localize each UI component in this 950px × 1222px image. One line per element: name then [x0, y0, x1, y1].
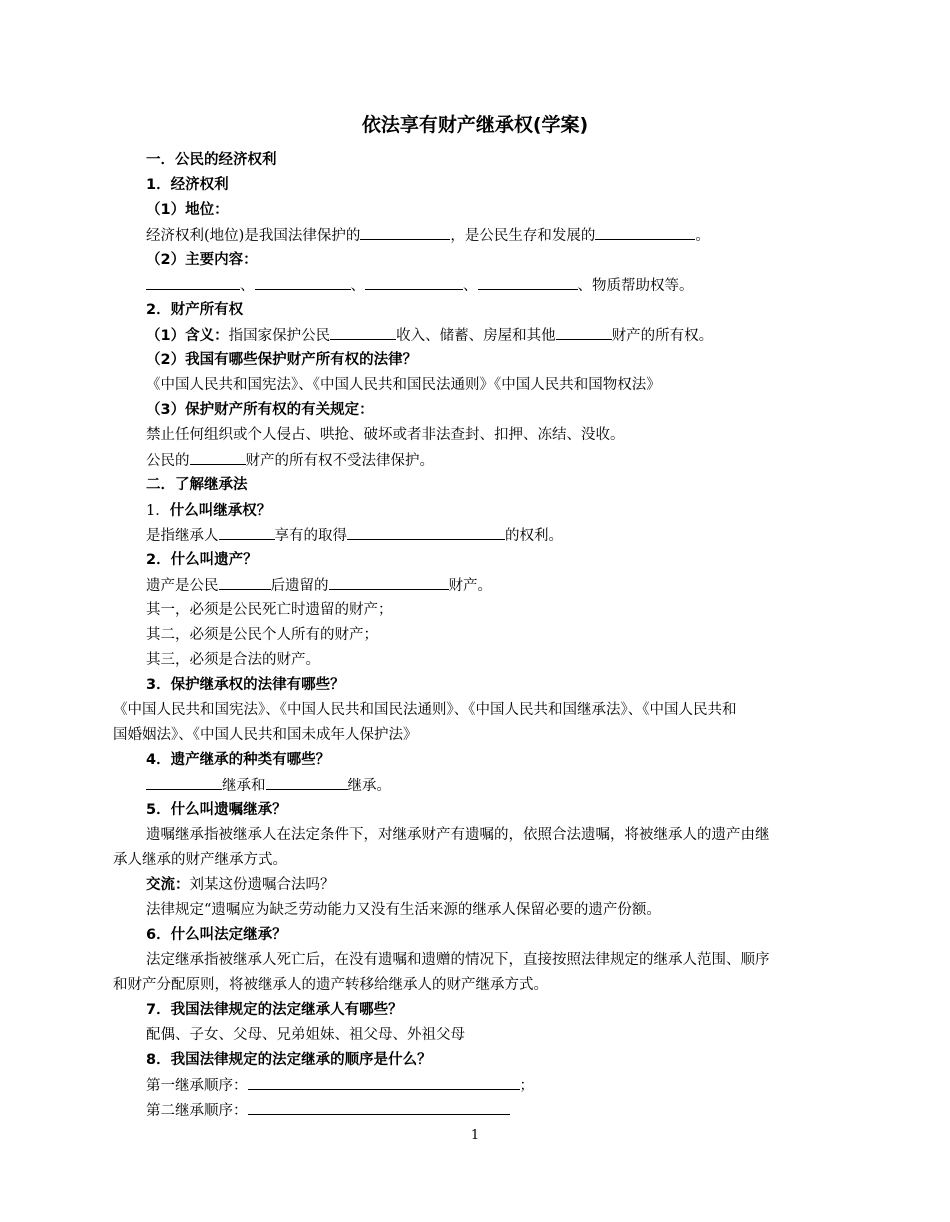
question-laws: （2）我国有哪些保护财产所有权的法律？ — [146, 352, 418, 368]
estate-condition-1: 其一，必须是公民死亡时遗留的财产； — [146, 602, 393, 618]
fill-blank[interactable] — [190, 448, 246, 465]
page-title: 依法享有财产继承权(学案) — [361, 114, 589, 136]
fill-blank[interactable] — [478, 273, 578, 290]
order-1-line: 第一继承顺序： ； — [146, 1073, 534, 1097]
estate-condition-3: 其三，必须是合法的财产。 — [146, 652, 320, 668]
fill-blank[interactable] — [347, 523, 505, 540]
order-2-line: 第二继承顺序： — [146, 1098, 510, 1122]
question-inheritance-right: 1．什么叫继承权？ — [146, 503, 272, 519]
question-regulations: （3）保护财产所有权的有关规定： — [146, 402, 374, 418]
label-main-contents: （2）主要内容： — [146, 252, 258, 268]
fill-blank[interactable] — [248, 1073, 520, 1090]
fill-blank[interactable] — [556, 323, 612, 340]
fill-blank[interactable] — [266, 773, 348, 790]
fill-blank[interactable] — [330, 323, 396, 340]
estate-condition-2: 其二，必须是公民个人所有的财产； — [146, 627, 378, 643]
fill-blank[interactable] — [219, 523, 275, 540]
contents-line: 、 、 、 、物质帮助权等。 — [146, 273, 694, 297]
regulation-text: 禁止任何组织或个人侵占、哄抢、破坏或者非法查封、扣押、冻结、没收。 — [146, 427, 625, 443]
page-number: 1 — [470, 1128, 480, 1143]
fill-blank[interactable] — [329, 573, 449, 590]
fill-blank[interactable] — [146, 273, 240, 290]
meaning-line: （1）含义：指国家保护公民 收入、储蓄、房屋和其他 财产的所有权。 — [146, 323, 713, 347]
regulation-line-2: 公民的 财产的所有权不受法律保护。 — [146, 448, 434, 472]
fill-blank[interactable] — [146, 773, 222, 790]
question-inheritance-order: 8．我国法律规定的法定继承的顺序是什么？ — [146, 1052, 432, 1068]
kinds-line: 继承和 继承。 — [146, 773, 391, 797]
fill-blank[interactable] — [255, 273, 351, 290]
question-estate: 2．什么叫遗产？ — [146, 552, 258, 568]
definition-line: 是指继承人 享有的取得 的权利。 — [146, 523, 563, 547]
section-1-heading: 一．公民的经济权利 — [146, 152, 277, 168]
testamentary-text-line-1: 遗嘱继承指被继承人在法定条件下，对继承财产有遗嘱的，依照合法遗嘱，将被继承人的遗产由继 — [146, 827, 770, 843]
estate-line: 遗产是公民 后遗留的 财产。 — [146, 573, 492, 597]
laws-list-line-2: 国婚姻法》、《中国人民共和国未成年人保护法》 — [113, 727, 418, 743]
status-line: 经济权利(地位)是我国法律保护的 ，是公民生存和发展的 。 — [146, 223, 710, 247]
question-legal-heirs: 7．我国法律规定的法定继承人有哪些？ — [146, 1002, 403, 1018]
question-legal-inheritance: 6．什么叫法定继承？ — [146, 927, 287, 943]
laws-list: 《中国人民共和国宪法》、《中国人民共和国民法通则》《中国人民共和国物权法》 — [146, 377, 661, 393]
legal-rule: 法律规定“遗嘱应为缺乏劳动能力又没有生活来源的继承人保留必要的遗产份额。 — [146, 902, 661, 918]
discussion-line: 交流：刘某这份遗嘱合法吗？ — [146, 877, 335, 893]
section-2-heading: 二．了解继承法 — [146, 477, 248, 493]
question-inheritance-kinds: 4．遗产继承的种类有哪些？ — [146, 752, 331, 768]
subheading-economic-rights: 1．经济权利 — [146, 177, 229, 193]
question-testamentary: 5．什么叫遗嘱继承？ — [146, 802, 287, 818]
legal-inheritance-line-1: 法定继承指被继承人死亡后，在没有遗嘱和遗赠的情况下，直接按照法律规定的继承人范围、顺序 — [146, 952, 770, 968]
laws-list-line-1: 《中国人民共和国宪法》、《中国人民共和国民法通则》、《中国人民共和国继承法》、《中国人民共和 — [113, 702, 737, 718]
testamentary-text-line-2: 承人继承的财产继承方式。 — [113, 852, 287, 868]
legal-inheritance-line-2: 和财产分配原则，将被继承人的遗产转移给继承人的财产继承方式。 — [113, 977, 548, 993]
fill-blank[interactable] — [360, 223, 450, 240]
fill-blank[interactable] — [595, 223, 695, 240]
fill-blank[interactable] — [248, 1098, 510, 1115]
question-protection-laws: 3．保护继承权的法律有哪些？ — [146, 677, 345, 693]
subheading-property-ownership: 2．财产所有权 — [146, 302, 244, 318]
label-status: （1）地位： — [146, 202, 229, 218]
fill-blank[interactable] — [219, 573, 271, 590]
fill-blank[interactable] — [365, 273, 463, 290]
heirs-list: 配偶、子女、父母、兄弟姐妹、祖父母、外祖父母 — [146, 1027, 465, 1043]
